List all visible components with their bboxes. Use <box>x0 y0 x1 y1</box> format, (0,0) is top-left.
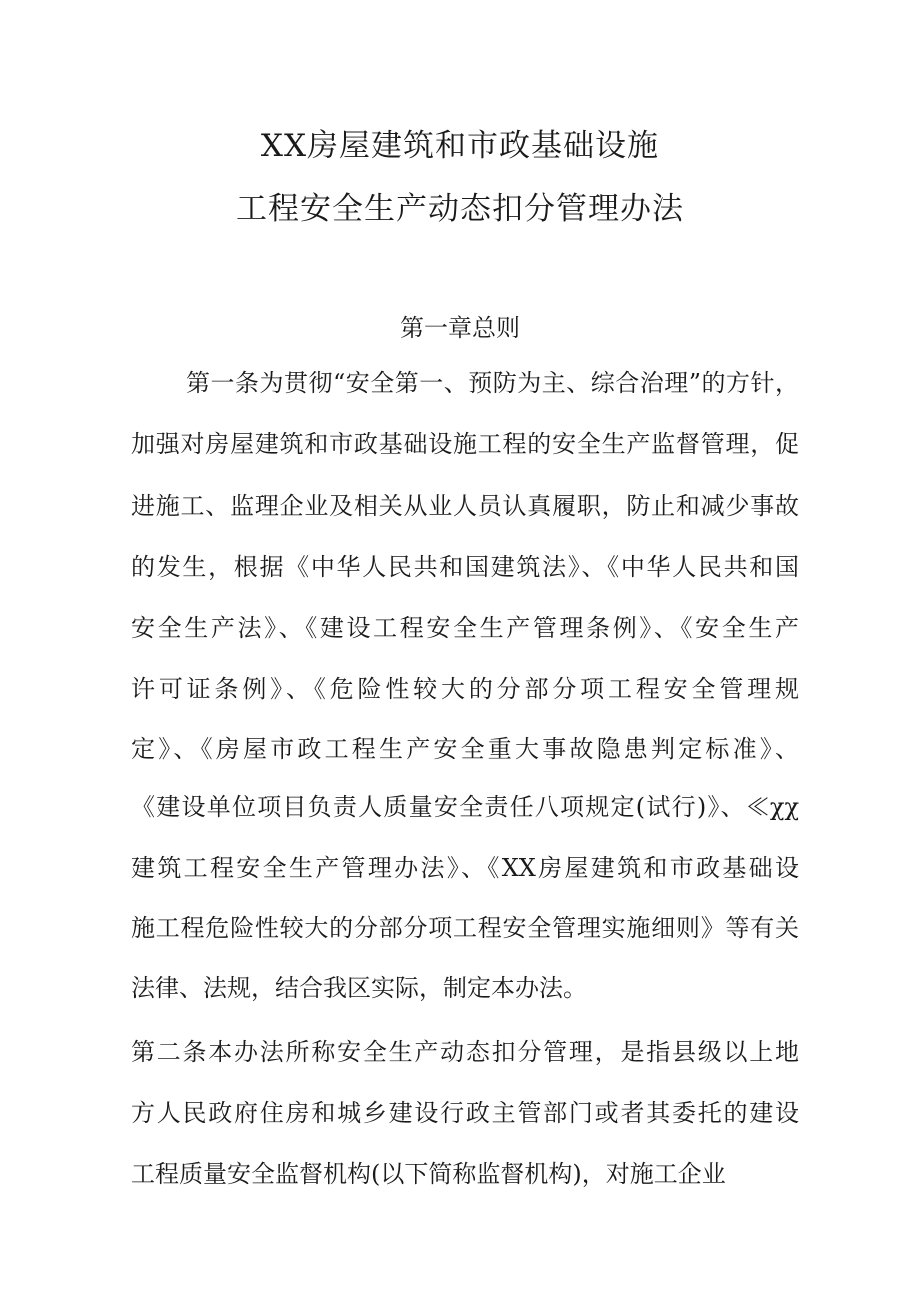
article-2-line: 第二条本办法所称安全生产动态扣分管理，是指县级以上地 <box>131 1038 799 1066</box>
article-1-line: 的发生，根据《中华人民共和国建筑法》、《中华人民共和国 <box>131 553 799 581</box>
article-1-line: 加强对房屋建筑和市政基础设施工程的安全生产监督管理，促 <box>131 430 799 458</box>
article-1-line: 建筑工程安全生产管理办法》、《XX房屋建筑和市政基础设 <box>131 854 799 882</box>
article-1-line: 许可证条例》、《危险性较大的分部分项工程安全管理规 <box>131 675 799 703</box>
article-1-line: 进施工、监理企业及相关从业人员认真履职，防止和减少事故 <box>131 492 799 520</box>
article-1-line: 《建设单位项目负责人质量安全责任八项规定(试行)》、≪χχ <box>131 793 799 821</box>
article-1-line: 安全生产法》、《建设工程安全生产管理条例》、《安全生产 <box>131 614 799 642</box>
document-title-line-2: 工程安全生产动态扣分管理办法 <box>236 191 684 227</box>
article-2-line: 工程质量安全监督机构(以下简称监督机构)，对施工企业 <box>131 1160 726 1188</box>
document-title-line-1: XX房屋建筑和市政基础设施 <box>260 128 660 164</box>
article-1-line: 第一条为贯彻“安全第一、预防为主、综合治理”的方针， <box>186 369 799 397</box>
article-1-line: 法律、法规，结合我区实际，制定本办法。 <box>131 974 587 1002</box>
article-1-line: 定》、《房屋市政工程生产安全重大事故隐患判定标准》、 <box>131 735 799 763</box>
article-2-line: 方人民政府住房和城乡建设行政主管部门或者其委托的建设 <box>131 1099 799 1127</box>
article-1-line: 施工程危险性较大的分部分项工程安全管理实施细则》等有关 <box>131 914 799 942</box>
chapter-heading: 第一章总则 <box>400 314 520 342</box>
